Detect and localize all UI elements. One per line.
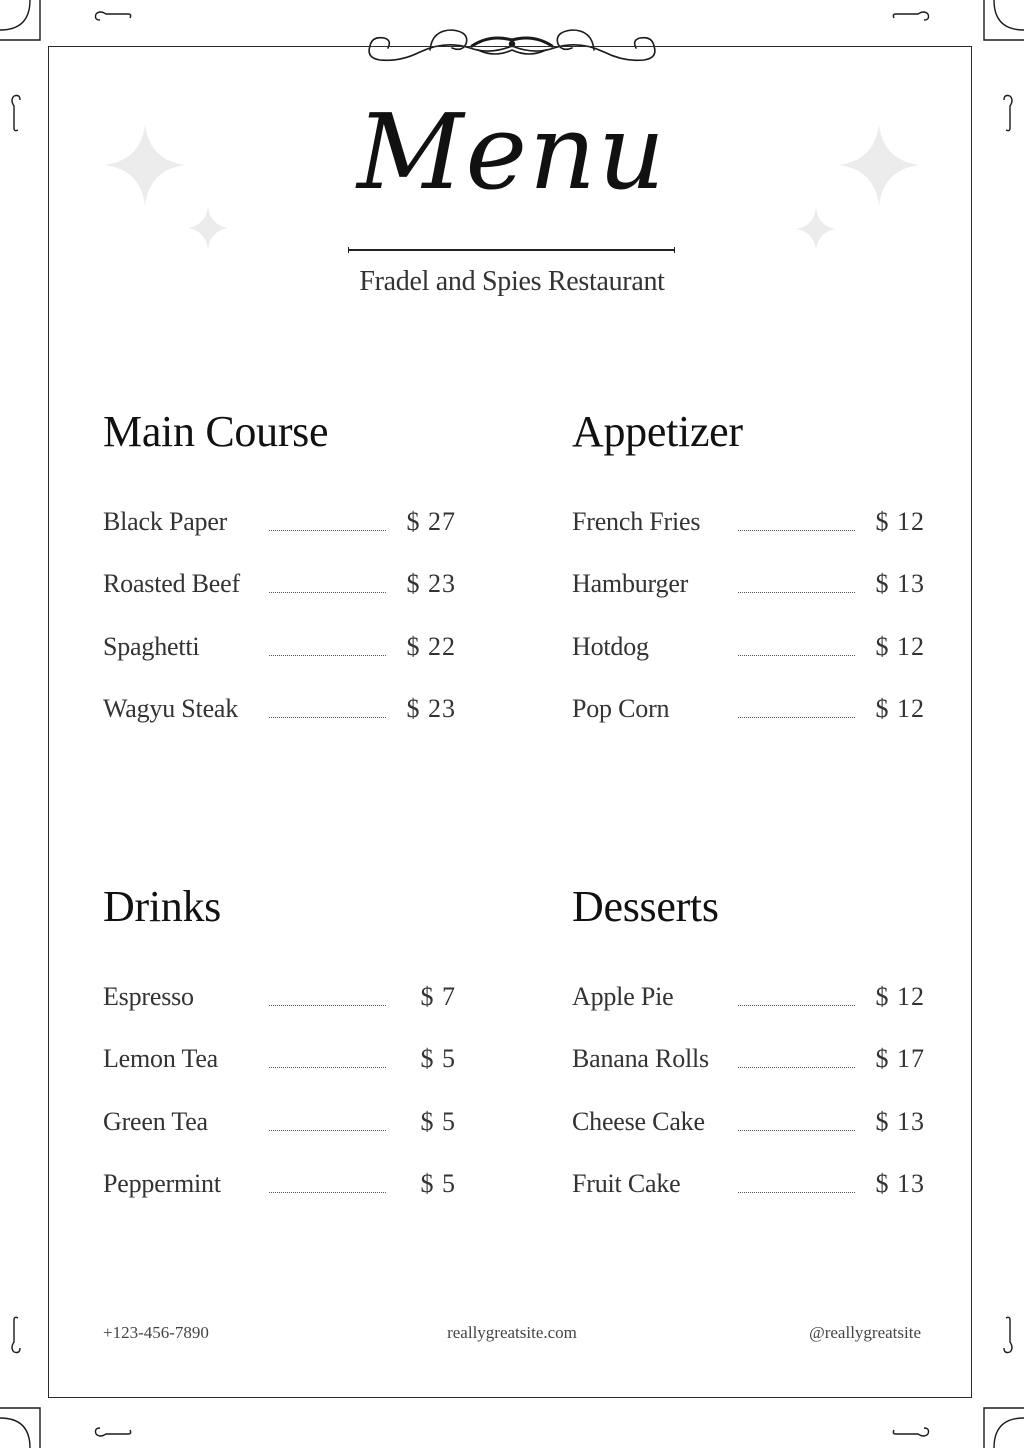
dotted-leader xyxy=(738,1130,855,1131)
dotted-leader xyxy=(269,655,386,656)
menu-item-name: Peppermint xyxy=(103,1168,221,1198)
dotted-leader xyxy=(269,717,386,718)
menu-item-price: $ 5 xyxy=(420,1168,456,1198)
menu-title: Menu xyxy=(357,91,667,213)
menu-item-name: French Fries xyxy=(572,507,701,536)
dotted-leader xyxy=(269,592,386,593)
menu-item xyxy=(572,1107,927,1169)
menu-item-name: Roasted Beef xyxy=(103,569,240,599)
section-main-course xyxy=(103,407,458,723)
menu-item-price: $ 23 xyxy=(406,693,456,723)
menu-item-name: Hamburger xyxy=(572,569,689,599)
menu-item xyxy=(572,1044,927,1106)
menu-item-price: $ 12 xyxy=(875,982,925,1011)
menu-item-name: Apple Pie xyxy=(572,982,674,1011)
menu-item-price: $ 17 xyxy=(875,1044,925,1074)
menu-item-name: Lemon Tea xyxy=(103,1044,219,1074)
menu-item-list xyxy=(572,507,927,756)
menu-item-price: $ 22 xyxy=(406,631,456,661)
section-appetizer xyxy=(572,407,927,723)
dotted-leader xyxy=(738,592,855,593)
dotted-leader xyxy=(269,1067,386,1068)
menu-item xyxy=(572,694,927,756)
menu-item-name: Wagyu Steak xyxy=(103,693,239,723)
menu-item-price: $ 7 xyxy=(420,982,456,1011)
menu-item-name: Cheese Cake xyxy=(572,1106,705,1136)
menu-item-name: Fruit Cake xyxy=(572,1168,681,1198)
menu-item-name: Pop Corn xyxy=(572,693,670,723)
menu-item-price: $ 5 xyxy=(420,1106,456,1136)
menu-item-name: Banana Rolls xyxy=(572,1044,709,1074)
dotted-leader xyxy=(738,1067,855,1068)
section-heading: Main Course xyxy=(103,407,329,456)
dotted-leader xyxy=(738,1005,855,1006)
menu-item-name: Espresso xyxy=(103,982,194,1011)
menu-item xyxy=(572,1169,927,1231)
menu-item xyxy=(572,569,927,631)
menu-item xyxy=(572,632,927,694)
dotted-leader xyxy=(738,717,855,718)
dotted-leader xyxy=(738,530,855,531)
menu-item-price: $ 13 xyxy=(875,1168,925,1198)
menu-item-price: $ 13 xyxy=(875,1106,925,1136)
section-heading: Drinks xyxy=(103,882,221,931)
menu-item-price: $ 12 xyxy=(875,693,925,723)
menu-item-price: $ 13 xyxy=(875,569,925,599)
menu-item-list xyxy=(103,507,458,756)
menu-item-price: $ 12 xyxy=(875,507,925,536)
menu-item-price: $ 23 xyxy=(406,569,456,599)
menu-item xyxy=(103,632,458,694)
menu-item-name: Spaghetti xyxy=(103,631,200,661)
menu-item xyxy=(103,507,458,569)
menu-item xyxy=(103,1169,458,1231)
menu-item-list xyxy=(572,982,927,1231)
footer-social-handle[interactable]: @reallygreatsite xyxy=(809,1323,921,1342)
dotted-leader xyxy=(269,530,386,531)
section-heading: Appetizer xyxy=(572,407,743,456)
section-heading: Desserts xyxy=(572,882,719,931)
dotted-leader xyxy=(269,1005,386,1006)
dotted-leader xyxy=(738,1192,855,1193)
title-divider xyxy=(348,249,675,251)
dotted-leader xyxy=(738,655,855,656)
menu-item xyxy=(103,1044,458,1106)
menu-item xyxy=(572,507,927,569)
restaurant-name: Fradel and Spies Restaurant xyxy=(359,266,665,297)
menu-item-price: $ 5 xyxy=(420,1044,456,1074)
menu-item xyxy=(103,1107,458,1169)
section-drinks xyxy=(103,882,458,1198)
menu-item-name: Hotdog xyxy=(572,631,649,661)
dotted-leader xyxy=(269,1192,386,1193)
footer-phone[interactable]: +123-456-7890 xyxy=(103,1323,209,1342)
menu-item-name: Green Tea xyxy=(103,1106,208,1136)
footer-website[interactable]: reallygreatsite.com xyxy=(447,1323,577,1342)
menu-item xyxy=(103,569,458,631)
menu-item-list xyxy=(103,982,458,1231)
menu-item-price: $ 12 xyxy=(875,631,925,661)
menu-item xyxy=(103,694,458,756)
menu-item xyxy=(103,982,458,1044)
menu-item-price: $ 27 xyxy=(406,507,456,536)
menu-item xyxy=(572,982,927,1044)
dotted-leader xyxy=(269,1130,386,1131)
section-desserts xyxy=(572,882,927,1198)
menu-item-name: Black Paper xyxy=(103,507,228,536)
